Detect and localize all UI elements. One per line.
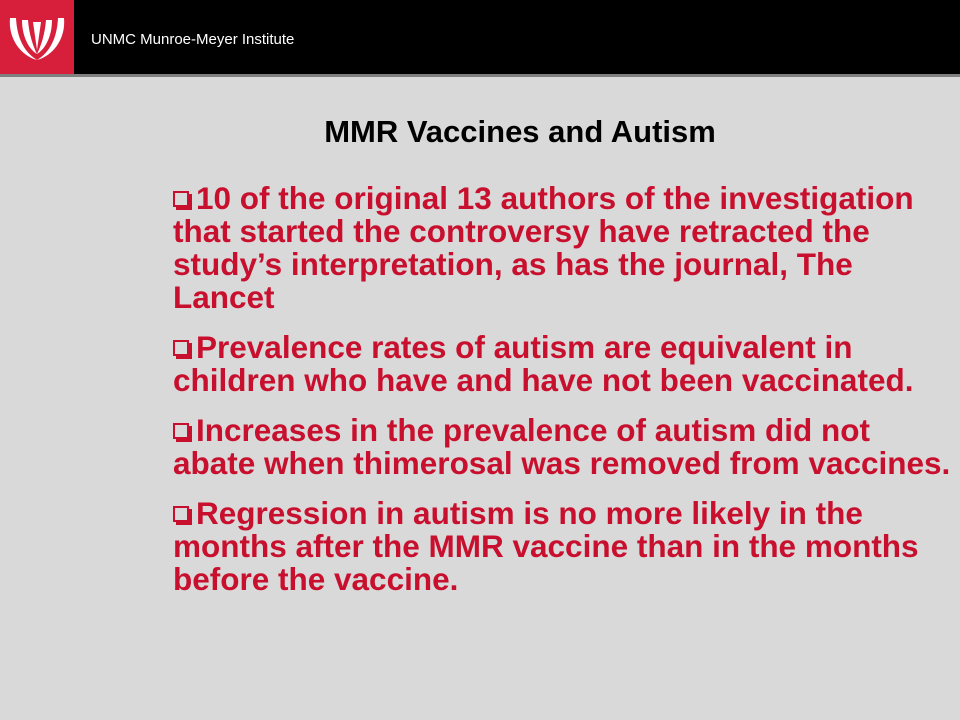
institute-name: UNMC Munroe-Meyer Institute bbox=[91, 31, 295, 48]
bullet-item bbox=[173, 331, 953, 397]
bullet-text: 10 of the original 13 authors of the investigation that started the controversy have retracted the study’s interpretation, as has the journal, The Lancet bbox=[173, 180, 914, 315]
bullet-text: Increases in the prevalence of autism did not abate when thimerosal was removed from vaccines. bbox=[173, 412, 951, 481]
bullet-list bbox=[173, 182, 953, 613]
header-bar bbox=[0, 0, 960, 74]
bullet-text: Regression in autism is no more likely in the months after the MMR vaccine than in the months before the vaccine. bbox=[173, 495, 919, 597]
slide-title: MMR Vaccines and Autism bbox=[324, 114, 716, 149]
square-bullet-icon bbox=[173, 191, 189, 207]
square-bullet-icon bbox=[173, 423, 189, 439]
square-bullet-icon bbox=[173, 340, 189, 356]
bullet-text: Prevalence rates of autism are equivalent in children who have and have not been vaccinated. bbox=[173, 329, 914, 398]
unmc-logo-icon bbox=[0, 0, 74, 74]
square-bullet-icon bbox=[173, 506, 189, 522]
bullet-item bbox=[173, 414, 953, 480]
bullet-item bbox=[173, 182, 953, 314]
bullet-item bbox=[173, 497, 953, 596]
header-divider bbox=[0, 74, 960, 77]
